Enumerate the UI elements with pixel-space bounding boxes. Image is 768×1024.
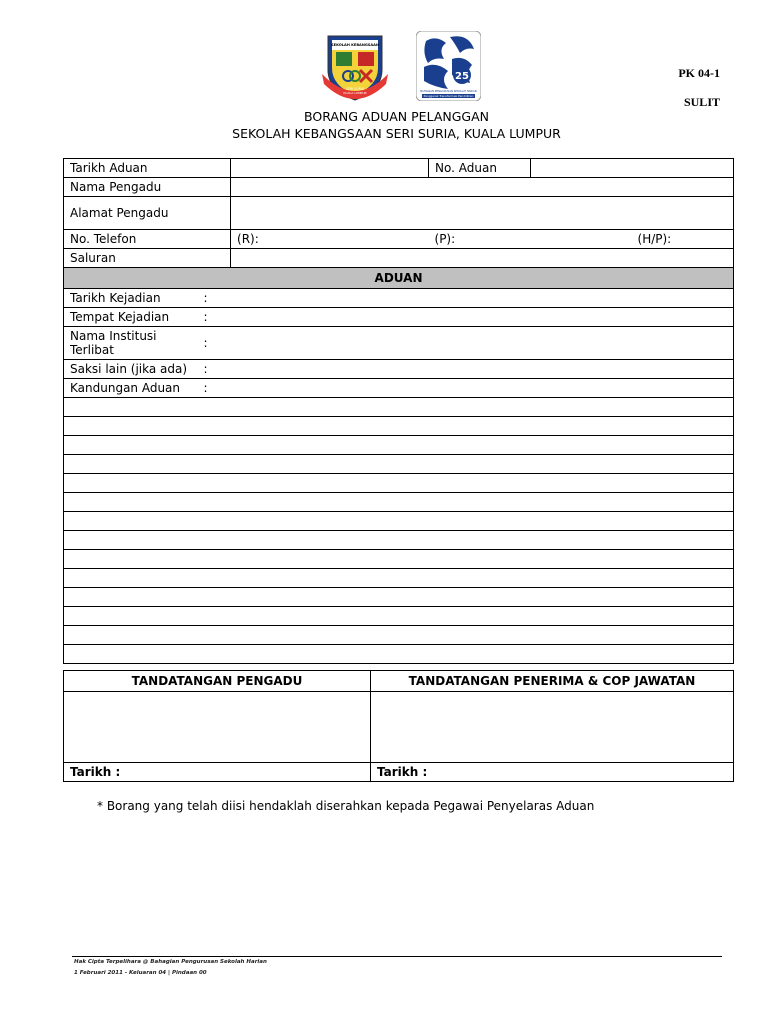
complaint-content-line[interactable] bbox=[64, 417, 734, 436]
label-phone-p: (P): bbox=[434, 232, 456, 246]
label-kandungan-aduan: Kandungan Aduan bbox=[64, 379, 204, 398]
colon-tempat-kejadian: : bbox=[204, 308, 231, 327]
complaint-content-line[interactable] bbox=[64, 569, 734, 588]
label-nama-institusi-line1: Nama Institusi bbox=[70, 329, 157, 343]
form-code: PK 04-1 bbox=[678, 66, 720, 80]
field-phone-p[interactable] bbox=[429, 230, 632, 249]
complaint-content-line[interactable] bbox=[64, 607, 734, 626]
footer-divider bbox=[72, 956, 722, 957]
field-phone-r[interactable] bbox=[231, 230, 429, 249]
complaint-content-line[interactable] bbox=[64, 626, 734, 645]
label-nama-institusi-line2: Terlibat bbox=[70, 343, 114, 357]
submission-note: * Borang yang telah diisi hendaklah diserahkan kepada Pegawai Penyelaras Aduan bbox=[97, 799, 595, 813]
logo2-caption1: BAHAGIAN PENGURUSAN SEKOLAH HARIAN bbox=[420, 90, 477, 93]
field-tarikh-aduan[interactable] bbox=[231, 159, 429, 178]
field-saluran[interactable] bbox=[231, 249, 734, 268]
logo2-caption2: Penggerak Transformasi Pendidikan bbox=[423, 94, 474, 99]
label-no-telefon: No. Telefon bbox=[64, 230, 231, 249]
label-saluran: Saluran bbox=[64, 249, 231, 268]
field-alamat-pengadu[interactable] bbox=[231, 197, 734, 230]
crest-text-line1: SEKOLAH KEBANGSAAN bbox=[331, 43, 379, 47]
colon-tarikh-kejadian: : bbox=[204, 289, 231, 308]
field-kandungan-aduan[interactable] bbox=[231, 379, 734, 398]
classification-label: SULIT bbox=[683, 95, 720, 109]
crest-text-line2: SERI SURIA bbox=[346, 87, 364, 91]
tarikh-pengadu[interactable]: Tarikh : bbox=[64, 763, 371, 782]
field-nama-institusi[interactable] bbox=[231, 327, 734, 360]
heading-tandatangan-penerima: TANDATANGAN PENERIMA & COP JAWATAN bbox=[371, 671, 734, 692]
colon-saksi-lain: : bbox=[204, 360, 231, 379]
field-tarikh-kejadian[interactable] bbox=[231, 289, 734, 308]
field-tempat-kejadian[interactable] bbox=[231, 308, 734, 327]
complaint-content-line[interactable] bbox=[64, 436, 734, 455]
complaint-content-line[interactable] bbox=[64, 493, 734, 512]
complaint-content-line[interactable] bbox=[64, 588, 734, 607]
school-name: SEKOLAH KEBANGSAAN SERI SURIA, KUALA LUMPUR bbox=[232, 126, 561, 141]
label-tempat-kejadian: Tempat Kejadian bbox=[64, 308, 204, 327]
field-saksi-lain[interactable] bbox=[231, 360, 734, 379]
complaint-content-line[interactable] bbox=[64, 455, 734, 474]
crest-text-line3: KUALA LUMPUR bbox=[343, 91, 367, 95]
colon-kandungan-aduan: : bbox=[204, 379, 231, 398]
footer-edition: 1 Februari 2011 - Keluaran 04 | Pindaan 00 bbox=[74, 970, 207, 976]
label-phone-hp: (H/P): bbox=[637, 232, 672, 246]
label-phone-r: (R): bbox=[237, 232, 259, 246]
form-title: BORANG ADUAN PELANGGAN bbox=[304, 109, 489, 124]
school-crest-logo bbox=[320, 30, 390, 102]
complaint-content-line[interactable] bbox=[64, 531, 734, 550]
complaint-content-line[interactable] bbox=[64, 398, 734, 417]
colon-nama-institusi: : bbox=[204, 327, 231, 360]
complaint-content-line[interactable] bbox=[64, 645, 734, 664]
signature-box-penerima[interactable] bbox=[371, 692, 734, 763]
label-nama-pengadu: Nama Pengadu bbox=[64, 178, 231, 197]
label-nama-institusi bbox=[64, 327, 204, 360]
signature-box-pengadu[interactable] bbox=[64, 692, 371, 763]
tarikh-penerima[interactable]: Tarikh : bbox=[371, 763, 734, 782]
bpsh-logo bbox=[416, 31, 481, 101]
heading-tandatangan-pengadu: TANDATANGAN PENGADU bbox=[64, 671, 371, 692]
footer-copyright: Hak Cipta Terpelihara @ Bahagian Pengurusan Sekolah Harian bbox=[74, 959, 267, 965]
complaint-form bbox=[63, 158, 734, 664]
label-tarikh-kejadian: Tarikh Kejadian bbox=[64, 289, 204, 308]
complaint-content-line[interactable] bbox=[64, 474, 734, 493]
label-tarikh-aduan: Tarikh Aduan bbox=[64, 159, 231, 178]
label-alamat-pengadu: Alamat Pengadu bbox=[64, 197, 231, 230]
label-saksi-lain: Saksi lain (jika ada) bbox=[64, 360, 204, 379]
field-phone-hp[interactable] bbox=[632, 230, 734, 249]
section-aduan-header: ADUAN bbox=[64, 268, 734, 289]
logo2-number: 25 bbox=[455, 71, 469, 82]
signature-section bbox=[63, 670, 734, 782]
field-no-aduan[interactable] bbox=[531, 159, 734, 178]
label-no-aduan: No. Aduan bbox=[429, 159, 531, 178]
complaint-content-line[interactable] bbox=[64, 550, 734, 569]
complaint-content-line[interactable] bbox=[64, 512, 734, 531]
field-nama-pengadu[interactable] bbox=[231, 178, 734, 197]
